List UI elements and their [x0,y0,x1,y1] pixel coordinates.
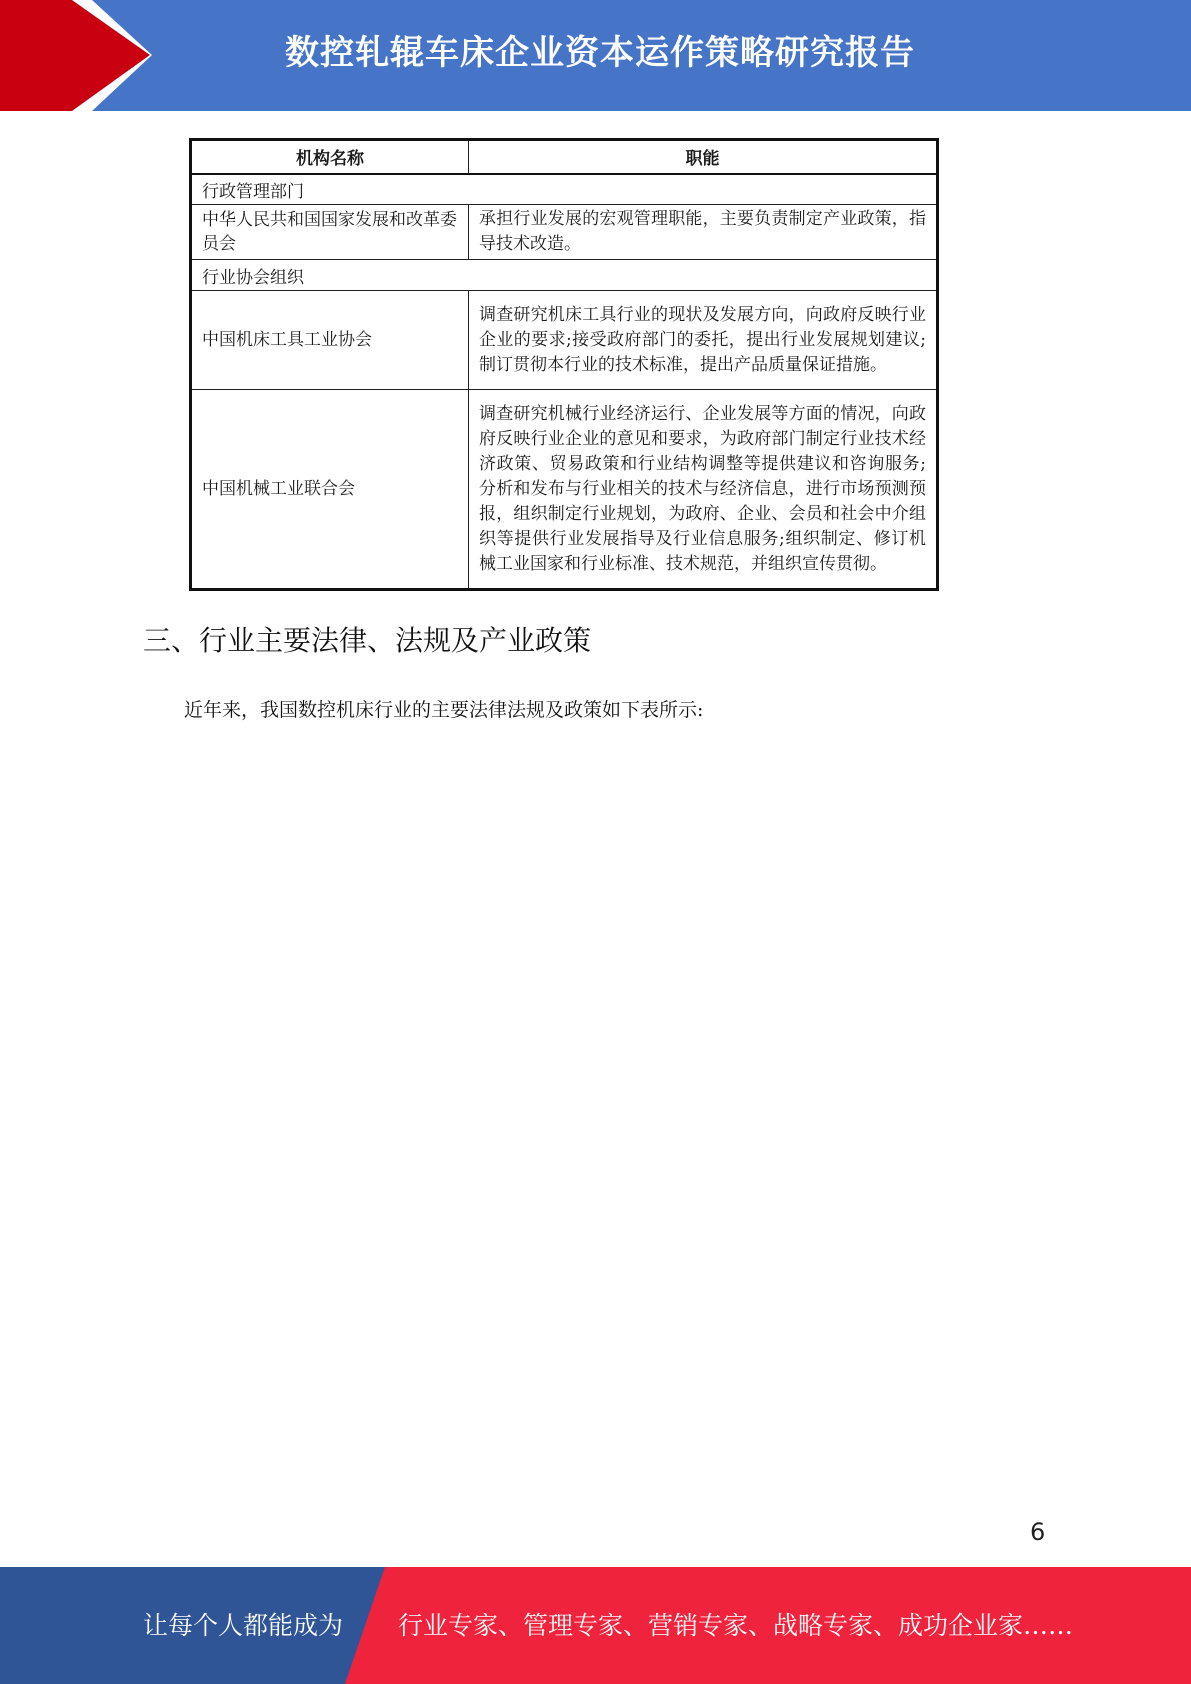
page-number: 6 [1030,1518,1046,1546]
org-duty: 调查研究机械行业经济运行、企业发展等方面的情况，向政府反映行业企业的意见和要求，为政府部门制定行业技术经济政策、贸易政策和行业结构调整等提供建议和咨询服务;分析和发布与行业相关的技术与经济信息，进行市场预测预报，组织制定行业规划，为政府、企业、会员和社会中介组织等提供行业发展指导及行业信息服务;组织制定、修订机械工业国家和行业标准、技术规范，并组织宣传贯彻。 [469,390,938,590]
table-row [191,291,938,390]
report-title: 数控轧辊车床企业资本运作策略研究报告 [285,33,915,73]
footer-slogan-left: 让每个人都能成为 [143,1611,344,1640]
page-header [0,0,1191,111]
table-section-row [191,260,938,291]
table-row [191,390,938,590]
section-label-associations: 行业协会组织 [191,260,938,291]
column-header-name: 机构名称 [191,140,469,174]
table-header-row [191,140,938,174]
org-name: 中华人民共和国国家发展和改革委员会 [191,205,469,260]
org-duty: 调查研究机床工具行业的现状及发展方向，向政府反映行业企业的要求;接受政府部门的委托，提出行业发展规划建议;制订贯彻本行业的技术标准，提出产品质量保证措施。 [469,291,938,390]
footer-slogan-right: 行业专家、管理专家、营销专家、战略专家、成功企业家…… [398,1611,1074,1640]
org-name: 中国机械工业联合会 [191,390,469,590]
body-paragraph: 近年来，我国数控机床行业的主要法律法规及政策如下表所示: [184,699,704,721]
section-heading: 三、行业主要法律、法规及产业政策 [143,624,592,657]
org-name: 中国机床工具工业协会 [191,291,469,390]
column-header-duty: 职能 [469,140,938,174]
organization-table [189,138,939,591]
header-red-chevron [0,0,150,111]
org-duty: 承担行业发展的宏观管理职能，主要负责制定产业政策，指导技术改造。 [469,205,938,260]
table-section-row [191,174,938,205]
table-row [191,205,938,260]
page-footer [0,1567,1191,1684]
section-label-admin: 行政管理部门 [191,174,938,205]
